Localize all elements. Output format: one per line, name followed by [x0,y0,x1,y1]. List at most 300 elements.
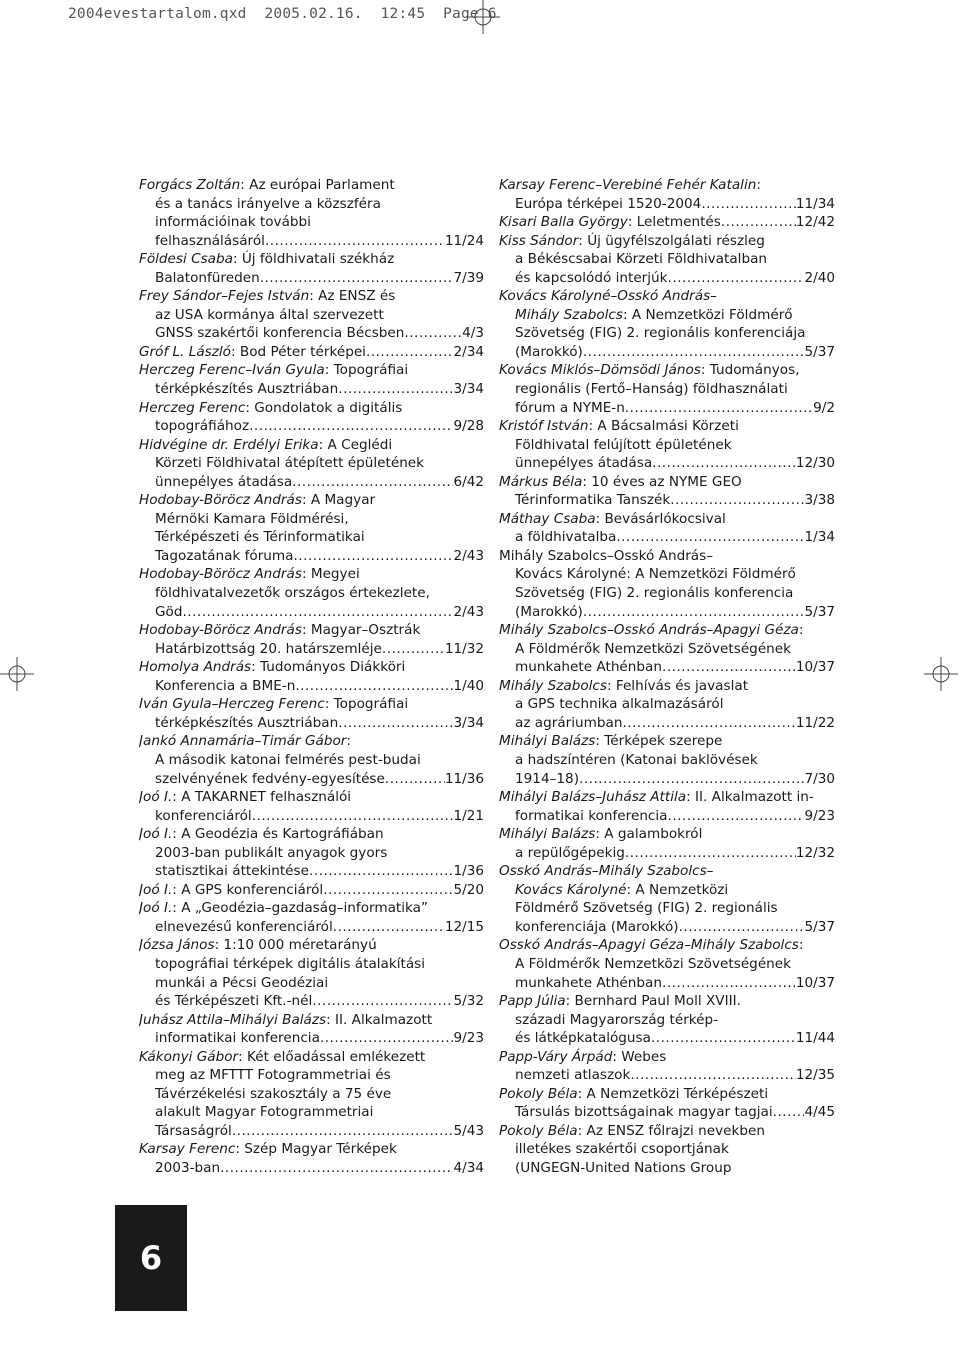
entry-page-ref: 10/37 [795,974,835,991]
page-number-tab [115,1205,187,1311]
entry-line [499,640,835,659]
entry-author: Kristóf István [499,418,589,435]
index-entry [139,176,484,250]
index-entry [499,1122,835,1178]
entry-page-ref: 11/22 [795,714,835,731]
entry-text: : Magyar–Osztrák [301,622,421,639]
entry-text: (Marokkó) [515,343,583,360]
entry-text: : Webes [612,1048,667,1065]
entry-title-tail [515,269,668,288]
entry-line [139,1066,484,1085]
dot-leader [651,1029,796,1048]
entry-text: illetékes szakértői csoportjának [515,1141,729,1158]
entry-line-with-page [139,343,484,362]
entry-text: a hadszíntéren (Katonai baklövések [515,751,758,768]
entry-text: 1914–18) [515,770,579,787]
entry-text: informatikai konferencia [155,1030,320,1047]
entry-page-ref: 11/36 [444,770,484,787]
entry-line-with-page [139,473,484,492]
entry-line-with-page [499,714,835,733]
dot-leader [338,714,453,733]
entry-author: Hodobay-Böröcz András [139,622,302,639]
slug-time: 12:45 [380,6,426,22]
entry-line [499,324,835,343]
entry-title-tail [515,918,679,937]
entry-text: : A Geodézia és Kartográfiában [172,826,384,843]
index-entry [139,658,484,695]
entry-title-tail [515,1103,773,1122]
entry-line-with-page [139,603,484,622]
dot-leader [312,992,453,1011]
entry-line [139,584,484,603]
entry-line [139,621,484,640]
index-entry [139,343,484,362]
entry-author: Pokoly Béla [499,1085,578,1102]
entry-line-with-page [499,807,835,826]
entry-title-tail [155,807,252,826]
entry-author: Herczeg Ferenc–Iván Gyula [139,362,325,379]
entry-page-ref: 9/28 [453,418,484,435]
dot-leader [385,770,445,789]
entry-line [499,232,835,251]
entry-text: : A Nemzetközi Térképészeti [577,1085,769,1102]
dot-leader [249,417,453,436]
entry-author: Papp Júlia [499,993,566,1010]
entry-author: Hodobay-Böröcz András [139,492,302,509]
entry-text: (Marokkó) [515,603,583,620]
entry-line-with-page [139,1029,484,1048]
entry-text: statisztikai áttekintése [155,863,309,880]
entry-author: Papp-Váry Árpád [499,1048,613,1065]
dot-leader [622,714,795,733]
entry-text: a földhivatalba [515,529,617,546]
dot-leader [579,770,804,789]
entry-page-ref: 7/39 [453,269,484,286]
entry-text: konferenciáról [155,807,252,824]
entry-line [499,1140,835,1159]
index-entry [139,287,484,343]
entry-title-tail [155,1122,232,1141]
entry-page-ref: 4/3 [462,325,484,342]
index-entry [499,417,835,473]
entry-page-ref: 9/2 [813,399,835,416]
index-entry [139,732,484,788]
entry-text: Határbizottság 20. határszemléje [155,640,382,657]
entry-line [499,788,835,807]
entry-line [499,1048,835,1067]
entry-line [139,399,484,418]
entry-title-tail [155,640,382,659]
entry-text: : A Nemzetközi [626,881,729,898]
entry-line-with-page [499,399,835,418]
entry-line-with-page [499,195,835,214]
index-entry [139,399,484,436]
entry-line [139,510,484,529]
entry-title-tail [515,454,652,473]
entry-author: Karsay Ferenc [139,1141,236,1158]
entry-author: Mihály Szabolcs [499,677,607,694]
entry-title-tail [155,269,260,288]
entry-title-tail [139,343,366,362]
entry-author: Frey Sándor–Fejes István [139,288,310,305]
entry-page-ref: 3/38 [804,492,835,509]
dot-leader [333,918,445,937]
entry-title-tail [139,881,323,900]
entry-text: Földmérő Szövetség (FIG) 2. regionális [515,900,778,917]
dot-leader [616,528,804,547]
dot-leader [309,862,453,881]
dot-leader [625,844,796,863]
entry-text: konferenciája (Marokkó) [515,918,679,935]
entry-text: az USA kormánya által szervezett [155,306,384,323]
entry-text: 2003-ban publikált anyagok gyors [155,844,388,861]
entry-line [139,658,484,677]
entry-author: Kovács Miklós–Dömsödi János [499,362,701,379]
dot-leader [382,640,445,659]
entry-text: : II. Alkalmazott [326,1011,433,1028]
dot-leader [773,1103,805,1122]
entry-line [139,955,484,974]
entry-line [139,306,484,325]
entry-text: Konferencia a BME-n [155,677,296,694]
index-entry [139,361,484,398]
entry-line [139,1011,484,1030]
dot-leader [293,547,453,566]
entry-text: alakult Magyar Fotogrammetriai [155,1104,374,1121]
entry-author: Máthay Csaba [499,510,596,527]
entry-text: : A „Geodézia–gazdaság–informatika” [172,900,429,917]
entry-text: felhasználásáról [155,232,265,249]
index-entry [139,565,484,621]
dot-leader [366,343,454,362]
entry-author: Jankó Annamária–Timár Gábor [139,733,347,750]
entry-line [139,1140,484,1159]
entry-text: regionális (Fertő–Hanság) földhasználati [515,381,788,398]
entry-text: : Megyei [301,566,360,583]
entry-text: : Topográfiai [324,696,409,713]
entry-text: Tagozatának fóruma [155,547,294,564]
entry-text: Körzeti Földhivatal átépített épületének [155,455,425,472]
entry-line [499,584,835,603]
entry-page-ref: 12/15 [444,918,484,935]
entry-line-with-page [499,454,835,473]
entry-line-with-page [499,213,835,232]
entry-page-ref: 1/40 [453,677,484,694]
entry-text: : A galambokról [595,826,703,843]
dot-leader [320,1029,454,1048]
entry-page-ref: 6/42 [453,473,484,490]
entry-title-tail [155,770,385,789]
dot-leader [630,1066,795,1085]
entry-line [499,621,835,640]
entry-text: A második katonai felmérés pest-budai [155,751,421,768]
registration-mark-icon [466,0,500,34]
dot-leader [260,269,454,288]
entry-line-with-page [499,770,835,789]
entry-line [499,677,835,696]
entry-line [499,417,835,436]
entry-text: és látképkatalógusa [515,1030,651,1047]
entry-page-ref: 12/42 [795,214,835,231]
index-entry [499,825,835,862]
entry-line [499,380,835,399]
entry-author: Joó I. [139,900,173,917]
index-entry [499,1085,835,1122]
entry-title-tail [155,1159,220,1178]
entry-author: Hidvégine dr. Erdélyi Erika [139,436,319,453]
entry-page-ref: 5/37 [804,918,835,935]
entry-line [499,565,835,584]
entry-text: századi Magyarország térkép- [515,1011,719,1028]
entry-title-tail [155,862,309,881]
entry-title-tail [155,473,292,492]
entry-title-tail [155,324,404,343]
print-slug [68,6,497,22]
entry-line [499,1085,835,1104]
entry-text: formatikai konferencia [515,807,668,824]
entry-title-tail [515,807,668,826]
entry-page-ref: 11/24 [444,232,484,249]
index-entry [139,695,484,732]
entry-text: topográfiához [155,418,250,435]
entry-line-with-page [139,380,484,399]
entry-author: Hodobay-Böröcz András [139,566,302,583]
entry-page-ref: 9/23 [804,807,835,824]
entry-author: Kiss Sándor [499,232,579,249]
index-entry [499,862,835,936]
entry-text: : A Nemzetközi Földmérő [622,306,793,323]
entry-line [139,732,484,751]
entry-text: : A Ceglédi [318,436,393,453]
entry-text: földhivatalvezetők országos értekezlete, [155,585,430,602]
entry-page-ref: 10/37 [795,659,835,676]
entry-line [139,176,484,195]
entry-text: A Földmérők Nemzetközi Szövetségének [515,640,792,657]
slug-filename: 2004evestartalom.qxd [68,6,247,22]
index-entry [499,1048,835,1085]
entry-line [139,250,484,269]
entry-line [499,1011,835,1030]
entry-title-tail [515,1029,651,1048]
entry-text: Térképészeti és Térinformatikai [155,529,365,546]
index-entry [139,936,484,1010]
entry-text: Balatonfüreden [155,269,260,286]
entry-line-with-page [139,1122,484,1141]
entry-line [139,936,484,955]
entry-page-ref: 4/45 [804,1104,835,1121]
entry-text: térképkészítés Ausztriában [155,714,339,731]
registration-mark-icon [924,657,958,691]
entry-line [499,473,835,492]
index-entry [139,1011,484,1048]
entry-line-with-page [499,1066,835,1085]
dot-leader [295,677,453,696]
entry-page-ref: 12/30 [795,455,835,472]
index-entry [499,732,835,788]
entry-page-ref: 5/37 [804,603,835,620]
entry-author: Mihály Szabolcs–Osskó András–Apagyi Géza [499,622,799,639]
index-entry [139,1140,484,1177]
entry-title-tail [499,213,721,232]
entry-text: a GPS technika alkalmazásáról [515,696,724,713]
entry-text: Szövetség (FIG) 2. regionális konferencia [515,585,794,602]
dot-leader [182,603,453,622]
entry-text: Európa térképei 1520-2004 [515,195,702,212]
dot-leader [625,399,813,418]
entry-author: Gróf L. László [139,343,231,360]
dot-leader [220,1159,453,1178]
entry-line-with-page [499,343,835,362]
entry-text: : Az ENSZ és [309,288,396,305]
entry-line [139,528,484,547]
index-entry [139,788,484,825]
dot-leader [652,454,796,473]
entry-line-with-page [499,1029,835,1048]
entry-page-ref: 11/44 [795,1030,835,1047]
entry-author: Kisari Balla György [499,214,628,231]
index-entry [499,232,835,288]
entry-line-with-page [499,1103,835,1122]
entry-title-tail [155,547,293,566]
dot-leader [232,1122,454,1141]
dot-leader [252,807,454,826]
dot-leader [662,658,796,677]
entry-line [499,862,835,881]
entry-text: munkahete Athénban [515,659,662,676]
dot-leader [668,269,805,288]
entry-text: meg az MFTTT Fotogrammetriai és [155,1067,391,1084]
entry-author: Iván Gyula–Herczeg Ferenc [139,696,325,713]
entry-text: : II. Alkalmazott in- [686,789,814,806]
entry-text: : [798,937,804,954]
entry-text: : A Magyar [301,492,376,509]
entry-line-with-page [139,1159,484,1178]
entry-text: nemzeti atlaszok [515,1067,631,1084]
dot-leader [323,881,453,900]
entry-author: Kovács Károlyné [515,881,627,898]
entry-line [139,454,484,473]
entry-page-ref: 7/30 [804,770,835,787]
entry-author: Juhász Attila–Mihályi Balázs [139,1011,327,1028]
entry-page-ref: 5/43 [453,1122,484,1139]
entry-title-tail [155,417,249,436]
entry-text: a repülőgépekig [515,844,625,861]
index-entry [139,1048,484,1141]
slug-page: 6 [487,6,497,22]
entry-text: és kapcsolódó interjúk [515,269,668,286]
entry-text: Mérnöki Kamara Földmérési, [155,510,349,527]
entry-text: Társulás bizottságainak magyar tagjai [515,1104,773,1121]
entry-line [139,974,484,993]
entry-title-tail [515,343,583,362]
entry-page-ref: 2/40 [804,269,835,286]
entry-title-tail [515,399,625,418]
entry-line [139,899,484,918]
entry-text: információinak további [155,214,311,231]
entry-page-ref: 2/34 [453,343,484,360]
dot-leader [721,213,796,232]
entry-line [139,1085,484,1104]
dot-leader [338,380,453,399]
dot-leader [679,918,805,937]
entry-text: topográfiai térképek digitális átalakítási [155,955,426,972]
entry-line [139,844,484,863]
dot-leader [583,343,805,362]
entry-title-tail [155,918,333,937]
entry-title-tail [515,491,670,510]
entry-line-with-page [139,714,484,733]
entry-page-ref: 1/36 [453,863,484,880]
entry-author: Mihály Szabolcs [515,306,623,323]
entry-line [139,825,484,844]
entry-text: a Békéscsabai Körzeti Földhivatalban [515,251,768,268]
dot-leader [583,603,805,622]
dot-leader [701,195,796,214]
index-entry [499,992,835,1048]
entry-text: : Új ügyfélszolgálati részleg [578,232,765,249]
entry-text: : Bevásárlókocsival [595,510,726,527]
index-entry [499,936,835,992]
index-column-left [139,176,484,1178]
dot-leader [404,324,462,343]
entry-text: : [346,733,351,750]
entry-text: : Gondolatok a digitális [245,399,403,416]
entry-author: Osskó András–Mihály Szabolcs– [499,863,714,880]
entry-text: Földhivatal felújított épületének [515,436,732,453]
entry-line [499,547,835,566]
entry-line [139,491,484,510]
entry-line-with-page [139,547,484,566]
entry-page-ref: 5/37 [804,343,835,360]
entry-text: fórum a NYME-n [515,399,625,416]
entry-text: Kovács Károlyné: A Nemzetközi Földmérő [515,566,796,583]
entry-title-tail [515,528,616,547]
index-entry [139,881,484,900]
entry-text: Göd [155,603,183,620]
entry-author: Pokoly Béla [499,1122,578,1139]
entry-text: munkái a Pécsi Geodéziai [155,974,329,991]
entry-text: (UNGEGN-United Nations Group [515,1159,732,1176]
entry-line [139,1103,484,1122]
entry-line [139,751,484,770]
entry-line [499,936,835,955]
entry-line [499,510,835,529]
entry-page-ref: 4/34 [453,1159,484,1176]
entry-line [499,250,835,269]
entry-title-tail [155,380,338,399]
entry-author: Homolya András [139,659,252,676]
entry-text: Távérzékelési szakosztály a 75 éve [155,1085,392,1102]
entry-title-tail [155,992,312,1011]
entry-author: Kákonyi Gábor [139,1048,239,1065]
entry-line-with-page [139,417,484,436]
entry-line-with-page [139,324,484,343]
entry-author: Márkus Béla [499,473,583,490]
entry-title-tail [155,714,338,733]
entry-text: : Térképek szerepe [595,733,723,750]
index-entry [499,677,835,733]
index-entry [499,213,835,232]
entry-line [499,1122,835,1141]
entry-text: : 1:10 000 méretarányú [214,937,377,954]
entry-author: Karsay Ferenc–Verebiné Fehér Katalin [499,177,757,193]
entry-line-with-page [499,528,835,547]
entry-text: : [756,177,761,193]
entry-page-ref: 11/32 [444,640,484,657]
entry-author: Földesi Csaba [139,251,233,268]
entry-text: : Tudományos Diákköri [251,659,406,676]
entry-line [499,992,835,1011]
